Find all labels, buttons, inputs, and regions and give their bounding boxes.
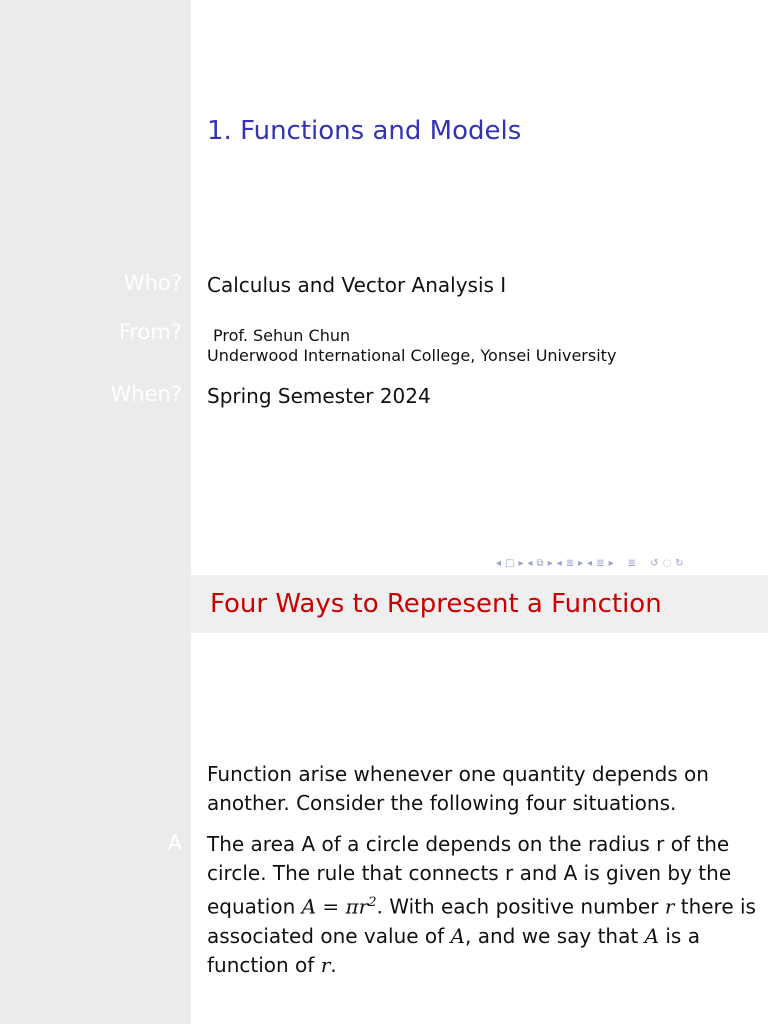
frame-title: Four Ways to Represent a Function	[210, 589, 662, 619]
from-label: From?	[118, 320, 182, 344]
var-a: A	[450, 923, 465, 948]
intro-paragraph: Function arise whenever one quantity depends on another. Consider the following four situations.	[207, 762, 709, 815]
item-text: , and we say that	[465, 923, 645, 948]
nav-prev-doc-icon[interactable]: ◂	[587, 557, 593, 569]
item-text: The area A of a circle depends on the radius r of the circle. The rule that connects r and A is given by the equation	[207, 832, 732, 919]
nav-outline-icon[interactable]: ≣	[627, 557, 637, 569]
semester: Spring Semester 2024	[207, 384, 431, 408]
area-equation: A = πr	[301, 894, 369, 919]
nav-prev-subsection-icon[interactable]: ◂	[527, 557, 533, 569]
when-label: When?	[110, 382, 182, 406]
var-r: r	[320, 952, 331, 977]
institution-name: Underwood International College, Yonsei University	[207, 346, 617, 365]
nav-subsection-icon[interactable]: ⧉	[536, 557, 544, 569]
nav-next-subsection-icon[interactable]: ▸	[547, 557, 553, 569]
nav-forward-icon[interactable]: ↻	[675, 557, 684, 569]
presentation-title: 1. Functions and Models	[207, 116, 522, 146]
nav-next-section-icon[interactable]: ▸	[578, 557, 584, 569]
course-name: Calculus and Vector Analysis I	[207, 273, 507, 297]
area-equation-exponent: 2	[368, 895, 377, 910]
item-text: is a function of	[207, 923, 700, 977]
nav-next-doc-icon[interactable]: ▸	[608, 557, 614, 569]
item-text: .	[330, 952, 337, 977]
nav-doc-icon[interactable]: ≣	[596, 557, 605, 569]
nav-search-icon[interactable]: ◌	[662, 557, 672, 569]
var-r: r	[664, 894, 675, 919]
item-a-paragraph	[207, 830, 757, 980]
var-a: A	[644, 923, 660, 948]
nav-next-frame-icon[interactable]: ▸	[518, 557, 524, 569]
nav-prev-frame-icon[interactable]: ◂	[496, 557, 502, 569]
nav-back-icon[interactable]: ↺	[650, 557, 659, 569]
nav-frame-icon[interactable]: □	[505, 557, 515, 569]
item-text: there is associated one value of	[207, 894, 756, 948]
content-slide	[0, 575, 768, 1024]
nav-section-icon[interactable]: ≣	[565, 557, 575, 569]
nav-prev-section-icon[interactable]: ◂	[556, 557, 562, 569]
item-text: . With each positive number	[376, 894, 665, 919]
item-label-a: A	[167, 831, 182, 855]
beamer-navigation-bar	[496, 556, 762, 570]
who-label: Who?	[123, 271, 182, 295]
instructor-name: Prof. Sehun Chun	[213, 326, 351, 345]
